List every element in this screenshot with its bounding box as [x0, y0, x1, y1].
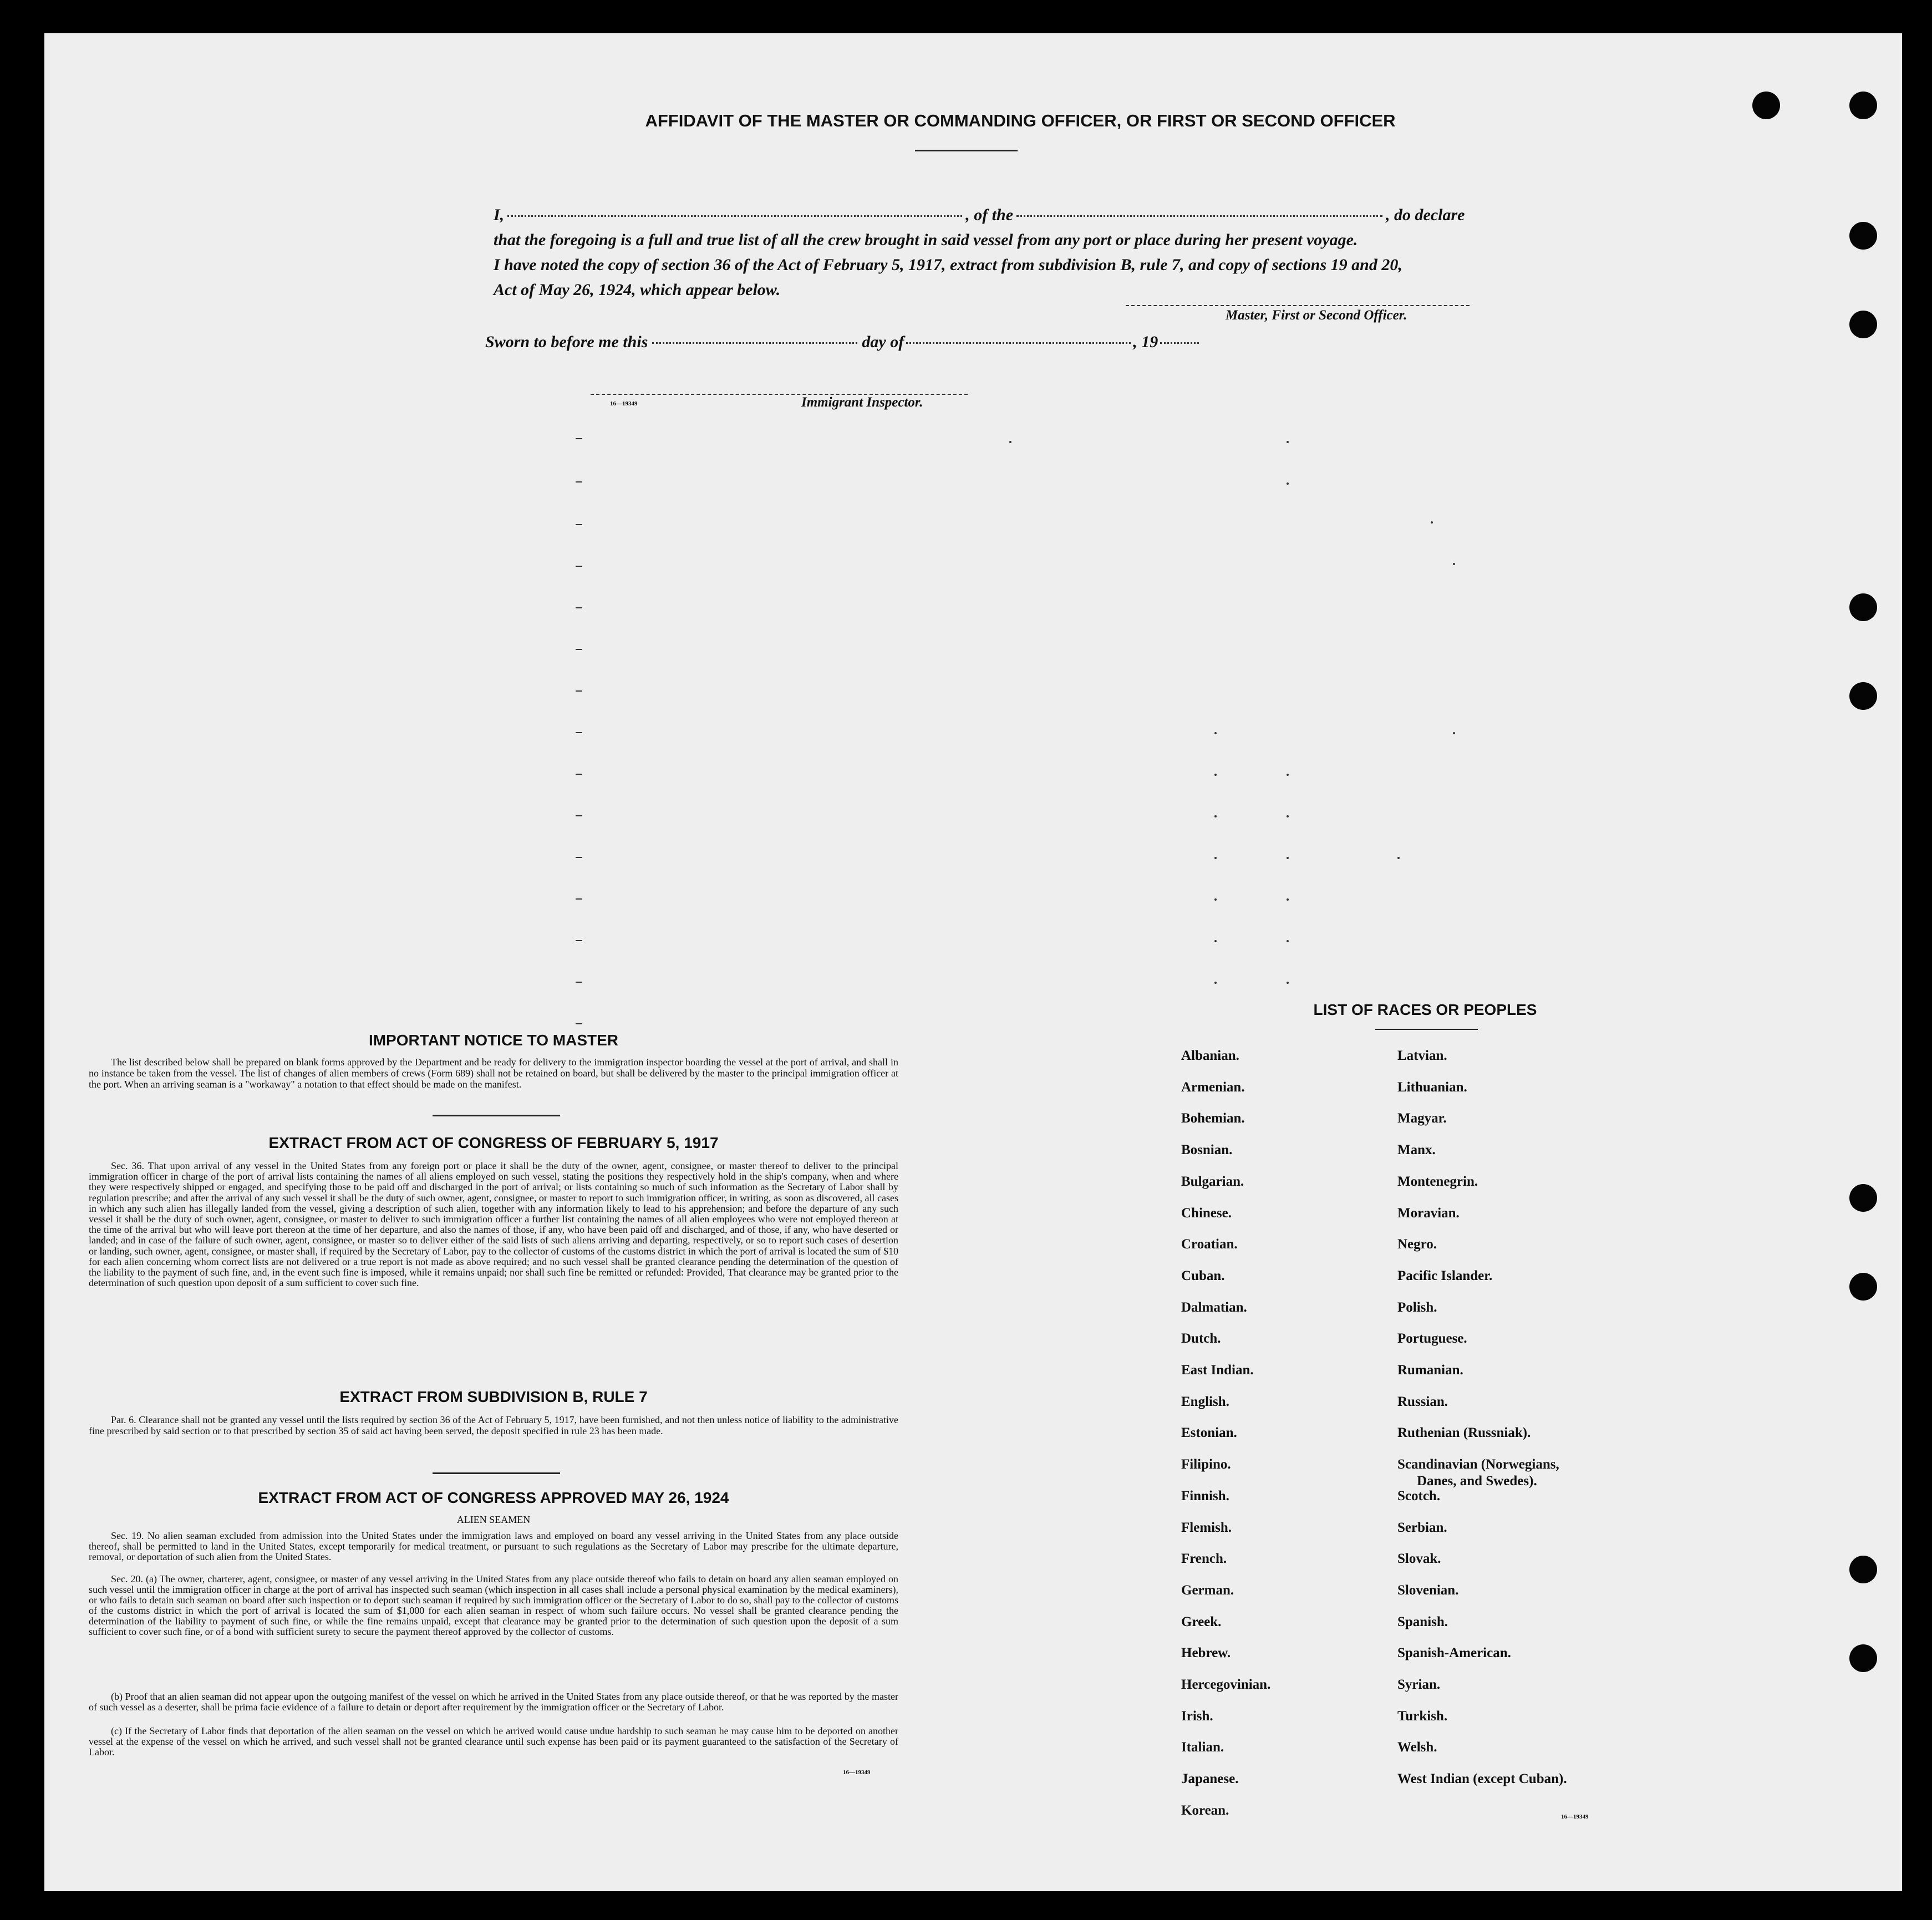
- race-item: Spanish.: [1397, 1614, 1448, 1629]
- speck: [1214, 940, 1217, 942]
- affidavit-i: I,: [494, 206, 505, 224]
- extract-1917-sec36: Sec. 36. That upon arrival of any vessel in the United States from any foreign port or place it shall be the duty of the owner, agent, consignee, or master thereof to deliver to the principal immigration officer in charge of the port of arrival lists containing the names of all aliens employed on such vessel, stating the positions they respectively hold in the ship's company, when and where they were respectively shipped or engaged, and specifying those to be paid off and discharged in the port of arrival; or lists containing so much of such information as the Secretary of Labor shall by regulation prescribe; and after the arrival of any such vessel it shall be the duty of such owner, agent, consignee, or master to report to such immigration officer, in writing, as soon as discovered, all cases in which any such alien has illegally landed from the vessel, giving a description of such alien, together with any information likely to lead to his apprehension; and before the departure of any such vessel it shall be the duty of such owner, agent, consignee, or master to deliver to such immigration officer a further list containing the names of all alien employees who were not employed thereon at the time of the arrival but who will leave port thereon at the time of her departure, and also the names of those, if any, who have been paid off and discharged, and of those, if any, who have deserted or landed; and in case of the failure of such owner, agent, consignee, or master so to deliver either of the said lists of such aliens arriving and departing, respectively, or so to report such cases of desertion or landing, such owner, agent, consignee, or master shall, if required by the Secretary of Labor, pay to the collector of customs of the customs district in which the port of arrival is located the sum of $10 for each alien concerning whom correct lists are not delivered or a true report is not made as above required; and no such vessel shall be granted clearance pending the determination of the question of the liability to the payment of such fine, and, in the event such fine is imposed, while it remains unpaid; nor shall such fine be remitted or refunded: Provided, That clearance may be granted prior to the determination of such question upon deposit of a sum sufficient to cover such fine.: [89, 1160, 898, 1289]
- sworn-day-blank[interactable]: [652, 342, 857, 344]
- speck: [1214, 857, 1217, 859]
- affidavit-line-2: that the foregoing is a full and true list of all the crew brought in said vessel from any port or place during her present voyage.: [494, 231, 1358, 249]
- race-item: Greek.: [1181, 1614, 1222, 1629]
- alien-seamen-subtitle: ALIEN SEAMEN: [456, 1514, 531, 1525]
- affidavit-title: AFFIDAVIT OF THE MASTER OR COMMANDING OFFICER, OR FIRST OR SECOND OFFICER: [645, 111, 1396, 130]
- race-item: Hercegovinian.: [1181, 1677, 1271, 1692]
- extract-1924-sec19: Sec. 19. No alien seaman excluded from admission into the United States under the immigration laws and employed on board any vessel arriving in the United States from any place outside thereof, shall be permitted to land in the United States, except temporarily for medical treatment, or pursuant to such regulations as the Secretary of Labor may prescribe for the ultimate departure, removal, or deportation of such alien from the United States.: [89, 1530, 898, 1562]
- punch-hole: [1849, 593, 1877, 621]
- race-item: Albanian.: [1181, 1048, 1239, 1063]
- leader-tick: [576, 857, 582, 858]
- sworn-line: [485, 333, 1201, 352]
- speck: [1009, 441, 1011, 443]
- leader-tick: [576, 649, 582, 650]
- speck: [1287, 898, 1289, 901]
- signature-blank[interactable]: [1126, 305, 1470, 306]
- race-item: Dalmatian.: [1181, 1299, 1247, 1315]
- form-number: 16—19349: [1561, 1814, 1589, 1820]
- speck: [1214, 815, 1217, 817]
- leader-tick: [576, 566, 582, 567]
- race-item: Slovak.: [1397, 1551, 1441, 1567]
- race-item: Russian.: [1397, 1394, 1448, 1409]
- race-item: Croatian.: [1181, 1237, 1238, 1252]
- extract-1924-sec20c: (c) If the Secretary of Labor finds that deportation of the alien seaman on the vessel on which he arrived would cause undue hardship to such seaman he may cause him to be deported on another vessel at the expense of the vessel on which he arrived, and such vessel shall not be granted clearance until such expense has been paid or its payment guaranteed to the satisfaction of the Secretary of Labor.: [89, 1725, 898, 1758]
- notice-text: The list described below shall be prepared on blank forms approved by the Department and be ready for delivery to the immigration inspector boarding the vessel at the port of arrival, and shall in no instance be taken from the vessel. The list of changes of alien members of crews (Form 689) shall not be retained on board, but shall be delivered by the master to the principal immigration officer at the port. When an arriving seaman is a "workaway" a notation to that effect should be made on the manifest.: [89, 1056, 898, 1090]
- form-sheet: [44, 33, 1902, 1891]
- extract-rule7-title: EXTRACT FROM SUBDIVISION B, RULE 7: [339, 1388, 648, 1405]
- speck: [1214, 982, 1217, 984]
- speck: [1214, 774, 1217, 776]
- race-item: Cuban.: [1181, 1268, 1225, 1283]
- leader-tick: [576, 481, 582, 482]
- leader-tick: [576, 774, 582, 775]
- race-item: Serbian.: [1397, 1520, 1447, 1535]
- extract-1924-title: EXTRACT FROM ACT OF CONGRESS APPROVED MAY 26, 1924: [258, 1489, 729, 1506]
- vessel-blank[interactable]: [1016, 215, 1382, 217]
- divider: [433, 1472, 560, 1474]
- race-item: Japanese.: [1181, 1771, 1239, 1787]
- race-item: Syrian.: [1397, 1677, 1441, 1692]
- race-item: West Indian (except Cuban).: [1397, 1771, 1567, 1787]
- race-item: Montenegrin.: [1397, 1174, 1478, 1189]
- punch-hole: [1849, 92, 1877, 119]
- speck: [1453, 563, 1455, 565]
- race-item: Rumanian.: [1397, 1363, 1463, 1378]
- race-item: Korean.: [1181, 1802, 1229, 1818]
- name-blank[interactable]: [507, 215, 962, 217]
- speck: [1287, 441, 1289, 443]
- speck: [1287, 940, 1289, 942]
- race-item: Scandinavian (Norwegians,: [1397, 1457, 1559, 1472]
- leader-tick: [576, 898, 582, 900]
- race-item: Slovenian.: [1397, 1582, 1459, 1598]
- sworn-prefix: Sworn to before me this: [485, 333, 648, 351]
- race-item: Turkish.: [1397, 1708, 1448, 1724]
- extract-rule7-par6: Par. 6. Clearance shall not be granted any vessel until the lists required by section 36 of the Act of February 5, 1917, have been furnished, and not then unless notice of liability to the administrative fine prescribed by said section or to that prescribed by section 35 of said act having been served, the deposit specified in rule 23 has been made.: [89, 1414, 898, 1436]
- sworn-year: , 19: [1133, 333, 1158, 351]
- race-item: German.: [1181, 1582, 1234, 1598]
- divider: [915, 150, 1018, 151]
- race-item: Ruthenian (Russniak).: [1397, 1425, 1531, 1441]
- leader-tick: [576, 524, 582, 525]
- inspector-label: Immigrant Inspector.: [801, 395, 923, 410]
- race-item: Magyar.: [1397, 1111, 1447, 1126]
- affidavit-text: [494, 202, 1536, 302]
- race-item: Finnish.: [1181, 1488, 1229, 1504]
- punch-hole: [1849, 1273, 1877, 1301]
- leader-tick: [576, 732, 582, 733]
- leader-tick: [576, 607, 582, 608]
- sworn-day-of: day of: [862, 333, 904, 351]
- race-item: Danes, and Swedes).: [1417, 1474, 1537, 1489]
- speck: [1287, 774, 1289, 776]
- race-item: Irish.: [1181, 1708, 1213, 1724]
- punch-hole: [1849, 1644, 1877, 1672]
- race-item: French.: [1181, 1551, 1227, 1567]
- speck: [1214, 732, 1217, 734]
- races-title: LIST OF RACES OR PEOPLES: [1313, 1001, 1537, 1018]
- race-item: Armenian.: [1181, 1079, 1245, 1095]
- race-item: English.: [1181, 1394, 1229, 1409]
- divider: [1375, 1029, 1478, 1030]
- punch-hole: [1849, 311, 1877, 338]
- extract-1917-title: EXTRACT FROM ACT OF CONGRESS OF FEBRUARY 5, 1917: [268, 1134, 719, 1151]
- race-item: Welsh.: [1397, 1740, 1437, 1755]
- speck: [1287, 815, 1289, 817]
- punch-hole: [1849, 1184, 1877, 1212]
- speck: [1287, 482, 1289, 485]
- race-item: Bohemian.: [1181, 1111, 1245, 1126]
- race-item: Pacific Islander.: [1397, 1268, 1493, 1283]
- race-item: Flemish.: [1181, 1520, 1232, 1535]
- race-item: Portuguese.: [1397, 1331, 1467, 1347]
- punch-hole: [1752, 92, 1780, 119]
- divider: [433, 1115, 560, 1116]
- race-item: Hebrew.: [1181, 1645, 1231, 1661]
- race-item: Estonian.: [1181, 1425, 1237, 1441]
- leader-tick: [576, 438, 582, 439]
- leader-tick: [576, 690, 582, 692]
- race-item: Latvian.: [1397, 1048, 1447, 1063]
- leader-tick: [576, 940, 582, 941]
- race-item: Bulgarian.: [1181, 1174, 1244, 1189]
- sworn-month-blank[interactable]: [906, 342, 1131, 344]
- speck: [1453, 732, 1455, 734]
- race-item: Dutch.: [1181, 1331, 1221, 1347]
- signature-label: Master, First or Second Officer.: [1226, 308, 1407, 323]
- leader-tick: [576, 1023, 582, 1024]
- speck: [1214, 898, 1217, 901]
- leader-tick: [576, 982, 582, 983]
- race-item: Moravian.: [1397, 1205, 1460, 1221]
- race-item: Polish.: [1397, 1299, 1437, 1315]
- race-item: Chinese.: [1181, 1205, 1232, 1221]
- affidavit-line-4: Act of May 26, 1924, which appear below.: [494, 281, 781, 299]
- race-item: Italian.: [1181, 1740, 1224, 1755]
- form-number: 16—19349: [843, 1769, 871, 1776]
- race-item: Filipino.: [1181, 1457, 1231, 1472]
- notice-title: IMPORTANT NOTICE TO MASTER: [368, 1032, 619, 1049]
- race-item: East Indian.: [1181, 1363, 1254, 1378]
- punch-hole: [1849, 222, 1877, 250]
- punch-hole: [1849, 1556, 1877, 1583]
- sworn-year-blank[interactable]: [1160, 342, 1199, 344]
- race-item: Scotch.: [1397, 1488, 1441, 1504]
- punch-hole: [1849, 682, 1877, 710]
- affidavit-declare: , do declare: [1386, 206, 1465, 224]
- race-item: Lithuanian.: [1397, 1079, 1467, 1095]
- speck: [1287, 857, 1289, 859]
- leader-tick: [576, 815, 582, 816]
- affidavit-of-the: , of the: [965, 206, 1014, 224]
- form-number: 16—19349: [610, 400, 638, 407]
- race-item: Negro.: [1397, 1237, 1437, 1252]
- race-item: Spanish-American.: [1397, 1645, 1511, 1661]
- extract-1924-sec20a: Sec. 20. (a) The owner, charterer, agent, consignee, or master of any vessel arriving in the United States from any place outside thereof who fails to detain on board any alien seaman employed on such vessel until the immigration officer in charge at the port of arrival has inspected such seaman (which inspection in all cases shall include a personal physical examination by the medical examiners), or who fails to detain such seaman on board after such inspection or to deport such seaman if required by such immigration officer or the Secretary of Labor to do so, shall pay to the collector of customs of the customs district in which the port of arrival is located the sum of $1,000 for each alien seaman in respect of whom such failure occurs. No vessel shall be granted clearance pending the determination of the liability to payment of such fine, or while the fine remains unpaid, except that clearance may be granted prior to the determination of such question upon the deposit of a sum sufficient to cover such fine, or of a bond with sufficient surety to secure the payment thereof approved by the collector of customs.: [89, 1573, 898, 1637]
- affidavit-line-3: I have noted the copy of section 36 of the Act of February 5, 1917, extract from subdivision B, rule 7, and copy of sections 19 and 20,: [494, 256, 1402, 274]
- speck: [1397, 857, 1400, 859]
- speck: [1431, 521, 1433, 524]
- speck: [1287, 982, 1289, 984]
- race-item: Manx.: [1397, 1142, 1436, 1158]
- race-item: Bosnian.: [1181, 1142, 1233, 1158]
- extract-1924-sec20b: (b) Proof that an alien seaman did not appear upon the outgoing manifest of the vessel on which he arrived in the United States from any place outside thereof, or that he was reported by the master of such vessel as a deserter, shall be prima facie evidence of a failure to detain or deport after requirement by the immigration officer or the Secretary of Labor.: [89, 1691, 898, 1713]
